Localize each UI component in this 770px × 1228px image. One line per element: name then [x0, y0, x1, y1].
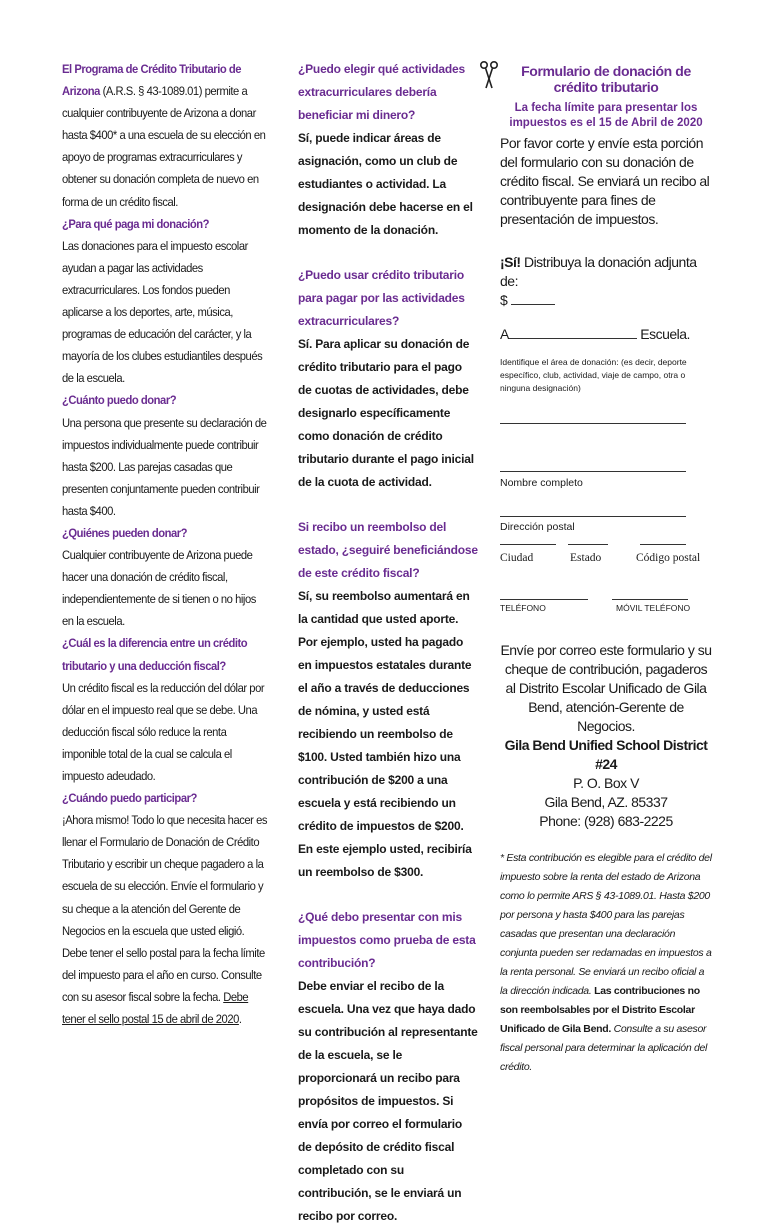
answer: Las donaciones para el impuesto escolar ayudan a pagar las actividades extracurriculares. Los fondos pueden aplicarse a los deportes, arte, música, programas de educación del carácter, y la mayoría de los clubes estudiantiles después de la escuela.	[62, 238, 263, 386]
state-line[interactable]	[568, 544, 608, 545]
full-name-label: Nombre completo	[500, 477, 583, 489]
footnote-consult: Consulte a su asesor fiscal personal para determinar la aplicación del crédito.	[500, 1023, 708, 1073]
zip-label: Código postal	[636, 552, 701, 564]
phone-row	[500, 593, 712, 623]
intro-paragraph	[62, 58, 270, 213]
mobile-label: MÓVIL TELÉFONO	[616, 603, 691, 613]
amount-blank[interactable]	[511, 304, 555, 305]
school-blank[interactable]	[509, 338, 637, 339]
district-name: Gila Bend Unified School District #24	[504, 737, 708, 772]
district-phone: Phone: (928) 683-2225	[539, 813, 673, 829]
question: ¿Cuándo puedo participar?	[62, 791, 197, 806]
state-label: Estado	[570, 552, 602, 564]
answer	[62, 809, 270, 1030]
answer: Sí, su reembolso aumentará en la cantidad que usted aporte. Por ejemplo, usted ha pagado en impuestos estatales durante el año a través de deducciones de nómina, y usted está recibiendo un reembolso de $100. Usted también hizo una contribución de $200 a una escuela y está recibiendo un crédito de impuestos de $200. En este ejemplo usted, recibiría un reembolso de $300.	[298, 589, 472, 879]
question: ¿Cuánto puedo donar?	[62, 393, 177, 408]
question: ¿Qué debo presentar con mis impuestos como prueba de esta contribución?	[298, 910, 476, 970]
answer: Una persona que presente su declaración de impuestos individualmente puede contribuir hasta $200. Las parejas casadas que presenten conjuntamente pueden contribuir hasta $400.	[62, 415, 267, 518]
zip-line[interactable]	[640, 544, 686, 545]
answer: Cualquier contribuyente de Arizona puede hacer una donación de crédito fiscal, independientemente de si tienen o no hijos en la escuela.	[62, 548, 256, 629]
city-line[interactable]	[500, 544, 556, 545]
faq-column-1	[62, 58, 270, 1030]
po-box: P. O. Box V	[573, 775, 639, 791]
amount-field[interactable]	[500, 291, 712, 310]
question: ¿Para qué paga mi donación?	[62, 216, 210, 231]
answer-end: .	[238, 1012, 242, 1027]
mobile-line[interactable]	[612, 599, 688, 600]
city-state-zip-row	[500, 544, 712, 578]
footnote-nonrefundable: Las contribuciones no son reembolsables por el Distrito Escolar Unificado de Gila Bend.	[500, 985, 700, 1035]
answer: Debe enviar el recibo de la escuela. Una vez que haya dado su contribución al representante de la escuela, se le proporcionará un recibo para propósitos de impuestos. Si envía por correo el formulario de depósito de crédito fiscal completado con su contribución, se le enviará un recibo por correo.	[298, 979, 478, 1223]
answer-text: ¡Ahora mismo! Todo lo que necesita hacer es llenar el Formulario de Donación de Crédito Tributario y escribir un cheque pagadero a la escuela de su elección. Envíe el formulario y su cheque a la atención del Gerente de Negocios en la escuela que usted eligió. Debe tener el sello postal para la fecha límite del impuesto para el año en curso. Consulte con su asesor fiscal sobre la fecha.	[62, 813, 268, 1004]
school-label: Escuela.	[640, 326, 690, 342]
distribute-line	[500, 253, 712, 291]
phone-line[interactable]	[500, 599, 588, 600]
question: Si recibo un reembolso del estado, ¿seguiré beneficiándose de este crédito fiscal?	[298, 520, 478, 580]
footnote	[500, 849, 712, 1077]
question: ¿Cuál es la diferencia entre un crédito tributario y una deducción fiscal?	[62, 636, 248, 673]
form-instructions: Por favor corte y envíe esta porción del formulario con su donación de crédito fiscal. Se enviará un recibo al contribuyente para fines de presentación de impuestos.	[500, 135, 710, 227]
to-label: A	[500, 326, 509, 342]
school-field[interactable]	[500, 325, 712, 344]
area-note: Identifique el área de donación: (es decir, deporte específico, club, actividad, viaje de campo, otra o ninguna designación)	[500, 357, 687, 393]
address-line[interactable]	[500, 516, 686, 517]
question: ¿Puedo usar crédito tributario para pagar por las actividades extracurriculares?	[298, 268, 465, 328]
footnote-eligibility: * Esta contribución es elegible para el crédito del impuesto sobre la renta del estado de Arizona como lo permite ARS § 43-1089.01. Hasta $200 por persona y hasta $400 para las parejas casadas que presentan una declaración conjunta pueden ser redamadas en impuestos a la renta personal. Se enviará un recibo oficial a la dirección indicada.	[500, 852, 712, 997]
faq-column-2	[298, 58, 478, 1228]
question: ¿Quiénes pueden donar?	[62, 525, 188, 540]
intro-title: El Programa de Crédito Tributario de Arizona	[62, 62, 242, 99]
distribute-label: Distribuya la donación adjunta de:	[500, 254, 697, 289]
answer: Un crédito fiscal es la reducción del dólar por dólar en el impuesto real que se debe. Una deducción fiscal sólo reduce la renta imponible total de la cual se calcula el impuesto adeudado.	[62, 680, 265, 783]
address-label: Dirección postal	[500, 521, 575, 533]
yes-label: ¡Sí!	[500, 254, 521, 270]
dollar-sign: $	[500, 292, 508, 308]
scissors-icon	[478, 60, 500, 90]
name-line[interactable]	[500, 471, 686, 472]
city-label: Ciudad	[500, 552, 534, 564]
donation-form	[500, 58, 712, 1077]
answer: Sí. Para aplicar su donación de crédito tributario para el pago de cuotas de actividades, debe designarlo específicamente como donación de crédito tributario durante el pago inicial de la cuota de actividad.	[298, 337, 474, 489]
phone-label: TELÉFONO	[500, 603, 546, 613]
city-state-zip: Gila Bend, AZ. 85337	[544, 794, 668, 810]
answer: Sí, puede indicar áreas de asignación, como un club de estudiantes o actividad. La designación debe hacerse en el momento de la donación.	[298, 131, 473, 237]
deadline-note: La fecha límite para presentar los impuestos es el 15 de Abril de 2020	[509, 102, 703, 129]
postmark-deadline: Debe tener el sello postal 15 de abril de 2020	[62, 989, 249, 1027]
mail-instructions: Envíe por correo este formulario y su cheque de contribución, pagaderos al Distrito Escolar Unificado de Gila Bend, atención-Gerente de Negocios.	[500, 642, 712, 734]
question: ¿Puedo elegir qué actividades extracurriculares debería beneficiar mi dinero?	[298, 62, 465, 122]
designation-line-1[interactable]	[500, 423, 686, 424]
form-title: Formulario de donación de crédito tributario	[521, 63, 691, 95]
intro-text: (A.R.S. § 43-1089.01) permite a cualquier contribuyente de Arizona a donar hasta $400* a una escuela de su elección en apoyo de programas extracurriculares y obtener su donación completa de nuevo en forma de un crédito fiscal.	[62, 84, 266, 209]
